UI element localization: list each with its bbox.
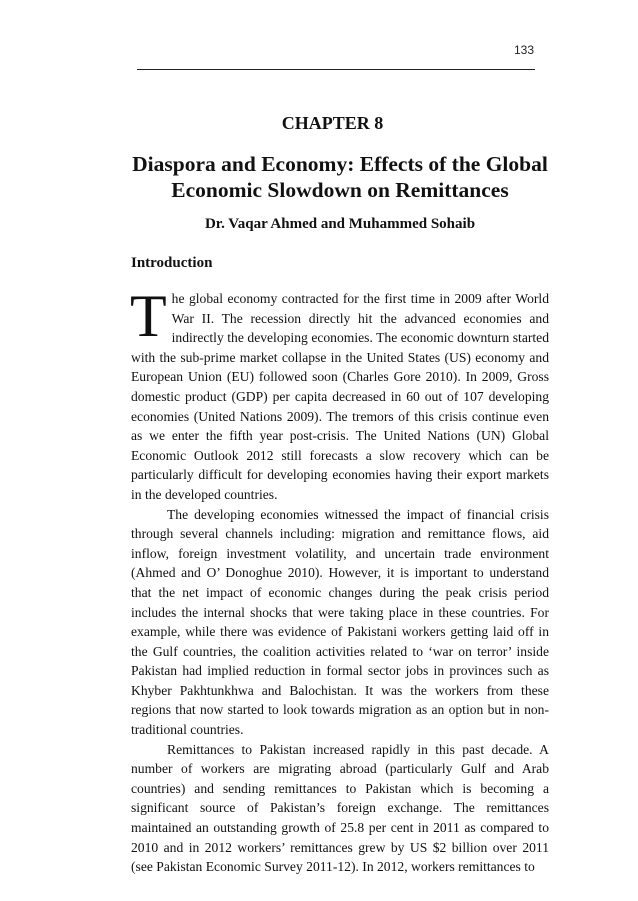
chapter-title: Diaspora and Economy: Effects of the Global Economic Slowdown on Remittances [132, 152, 548, 202]
body-text [130, 283, 549, 877]
paragraph-1 [130, 283, 549, 505]
authors: Dr. Vaqar Ahmed and Muhammed Sohaib [204, 216, 476, 232]
chapter-label: CHAPTER 8 [281, 113, 384, 133]
paragraph-1-text: he global economy contracted for the first time in 2009 after World War II. The recession directly hit the advanced economies and indirectly the developing economies. The economic downturn started with the sub-prime market collapse in the United States (US) economy and European Union (EU) followed soon (Charles Gore 2010). In 2009, Gross domestic product (GDP) per capita decreased in 60 out of 107 developing economies (United Nations 2009). The tremors of this crisis continue even as we enter the fifth year post-crisis. The United Nations (UN) Global Economic Outlook 2012 still forecasts a slow recovery which can be particularly difficult for developing economies having their export markets in the developed countries. [131, 291, 549, 502]
paragraph-3: Remittances to Pakistan increased rapidly in this past decade. A number of workers are migrating abroad (particularly Gulf and Arab countries) and sending remittances to Pakistan which is becoming a significant source of Pakistan’s foreign exchange. The remittances maintained an outstanding growth of 25.8 per cent in 2011 as compared to 2010 and in 2012 workers’ remittances grew by US $2 billion over 2011 (see Pakistan Economic Survey 2011-12). In 2012, workers remittances to [131, 741, 549, 875]
section-heading-introduction: Introduction [131, 255, 213, 271]
header-rule [137, 69, 535, 70]
drop-cap: T [130, 283, 167, 349]
page-number: 133 [513, 43, 534, 57]
paragraph-2: The developing economies witnessed the impact of financial crisis through several channels including: migration and remittance flows, aid inflow, foreign investment volatility, and uncertain trade environment (Ahmed and O’ Donoghue 2010). However, it is important to understand that the net impact of economic changes during the peak crisis period includes the internal shocks that were taking place in these countries. For example, while there was evidence of Pakistani workers getting laid off in the Gulf countries, the coalition activities related to ‘war on terror’ inside Pakistan had implied reduction in formal sector jobs in provinces such as Khyber Pakhtunkhwa and Balochistan. It was the workers from these regions that now started to look towards migration as an option but in non-traditional countries. [131, 506, 549, 738]
